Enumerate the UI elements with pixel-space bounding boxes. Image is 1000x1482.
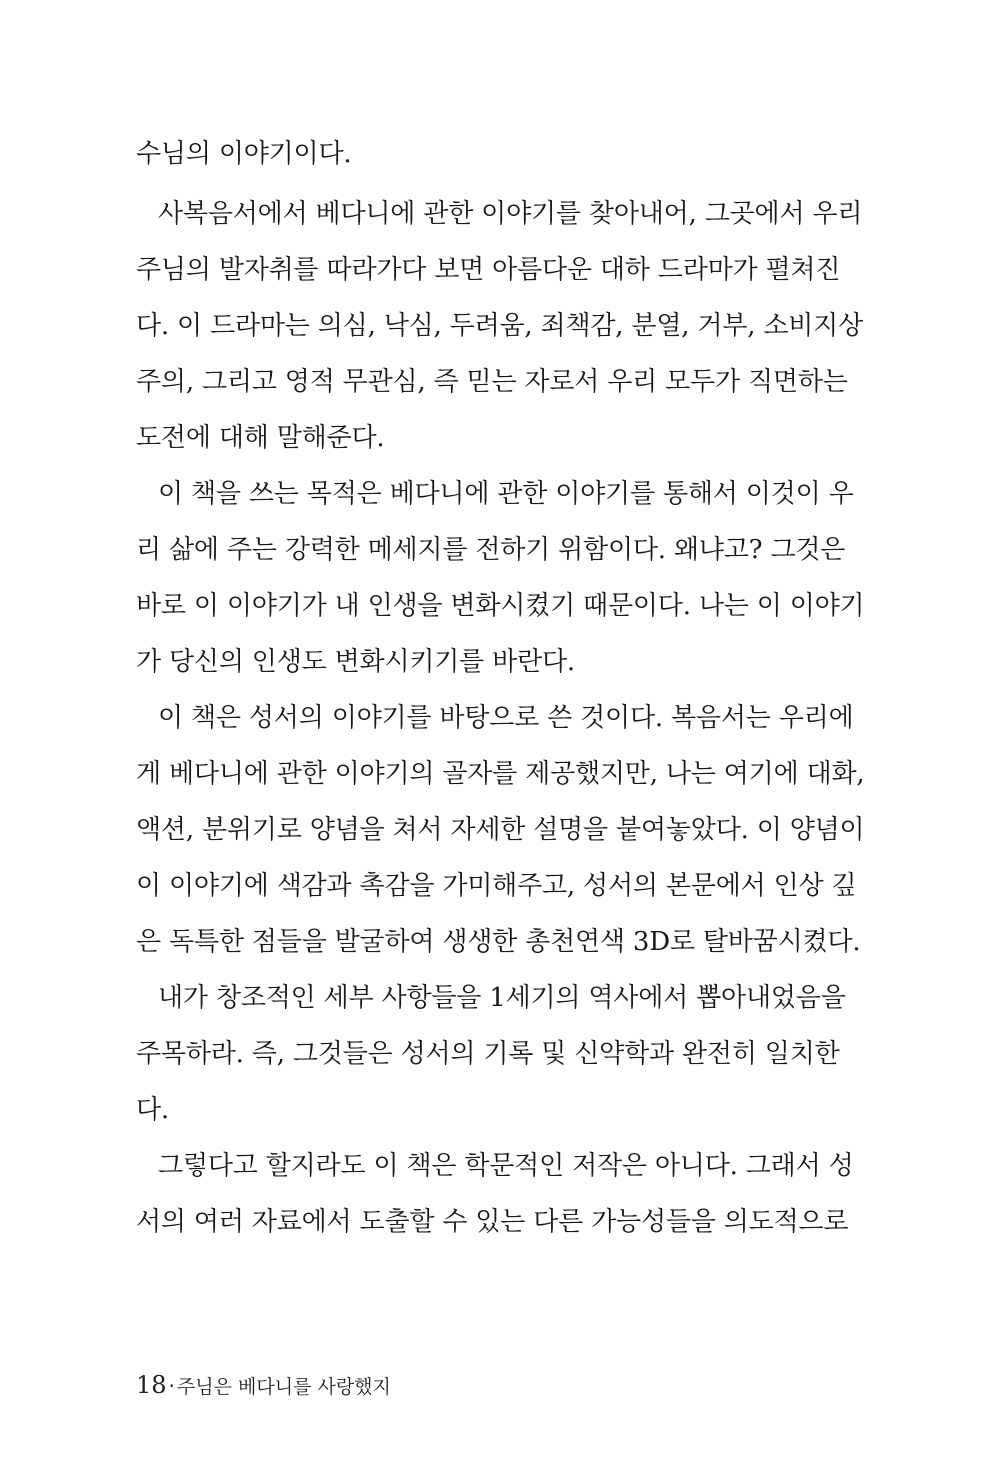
footer-separator: ·	[168, 1374, 175, 1398]
body-line: 바로 이 이야기가 내 인생을 변화시켰기 때문이다. 나는 이 이야기	[136, 591, 865, 621]
body-line: 은 독특한 점들을 발굴하여 생생한 총천연색 3D로 탈바꿈시켰다.	[136, 927, 861, 957]
body-line: 주목하라. 즉, 그것들은 성서의 기록 및 신약학과 완전히 일치한	[136, 1039, 840, 1069]
body-line: 이 책은 성서의 이야기를 바탕으로 쓴 것이다. 복음서는 우리에	[158, 703, 854, 733]
body-line: 도전에 대해 말해준다.	[136, 423, 385, 453]
body-line: 리 삶에 주는 강력한 메세지를 전하기 위함이다. 왜냐고? 그것은	[136, 535, 846, 565]
body-line: 사복음서에서 베다니에 관한 이야기를 찾아내어, 그곳에서 우리	[158, 199, 863, 229]
body-line: 다.	[136, 1095, 169, 1125]
body-line: 주의, 그리고 영적 무관심, 즉 믿는 자로서 우리 모두가 직면하는	[136, 367, 848, 397]
body-line: 이 책을 쓰는 목적은 베다니에 관한 이야기를 통해서 이것이 우	[158, 479, 854, 509]
page-number: 18	[136, 1371, 167, 1399]
page-footer	[136, 1368, 391, 1402]
body-line: 게 베다니에 관한 이야기의 골자를 제공했지만, 나는 여기에 대화,	[136, 759, 865, 789]
body-line: 내가 창조적인 세부 사항들을 1세기의 역사에서 뽑아내었음을	[158, 983, 846, 1013]
running-title: 주님은 베다니를 사랑했지	[176, 1376, 391, 1398]
body-line: 다. 이 드라마는 의심, 낙심, 두려움, 죄책감, 분열, 거부, 소비지상	[136, 311, 864, 341]
body-line: 이 이야기에 색감과 촉감을 가미해주고, 성서의 본문에서 인상 깊	[136, 871, 857, 901]
body-line: 액션, 분위기로 양념을 쳐서 자세한 설명을 붙여놓았다. 이 양념이	[136, 815, 865, 845]
body-line: 주님의 발자취를 따라가다 보면 아름다운 대하 드라마가 펼쳐진	[136, 255, 841, 285]
body-line: 가 당신의 인생도 변화시키기를 바란다.	[136, 647, 575, 677]
body-line: 서의 여러 자료에서 도출할 수 있는 다른 가능성들을 의도적으로	[136, 1207, 849, 1237]
body-line: 수님의 이야기이다.	[136, 139, 352, 169]
body-line: 그렇다고 할지라도 이 책은 학문적인 저작은 아니다. 그래서 성	[158, 1151, 854, 1181]
